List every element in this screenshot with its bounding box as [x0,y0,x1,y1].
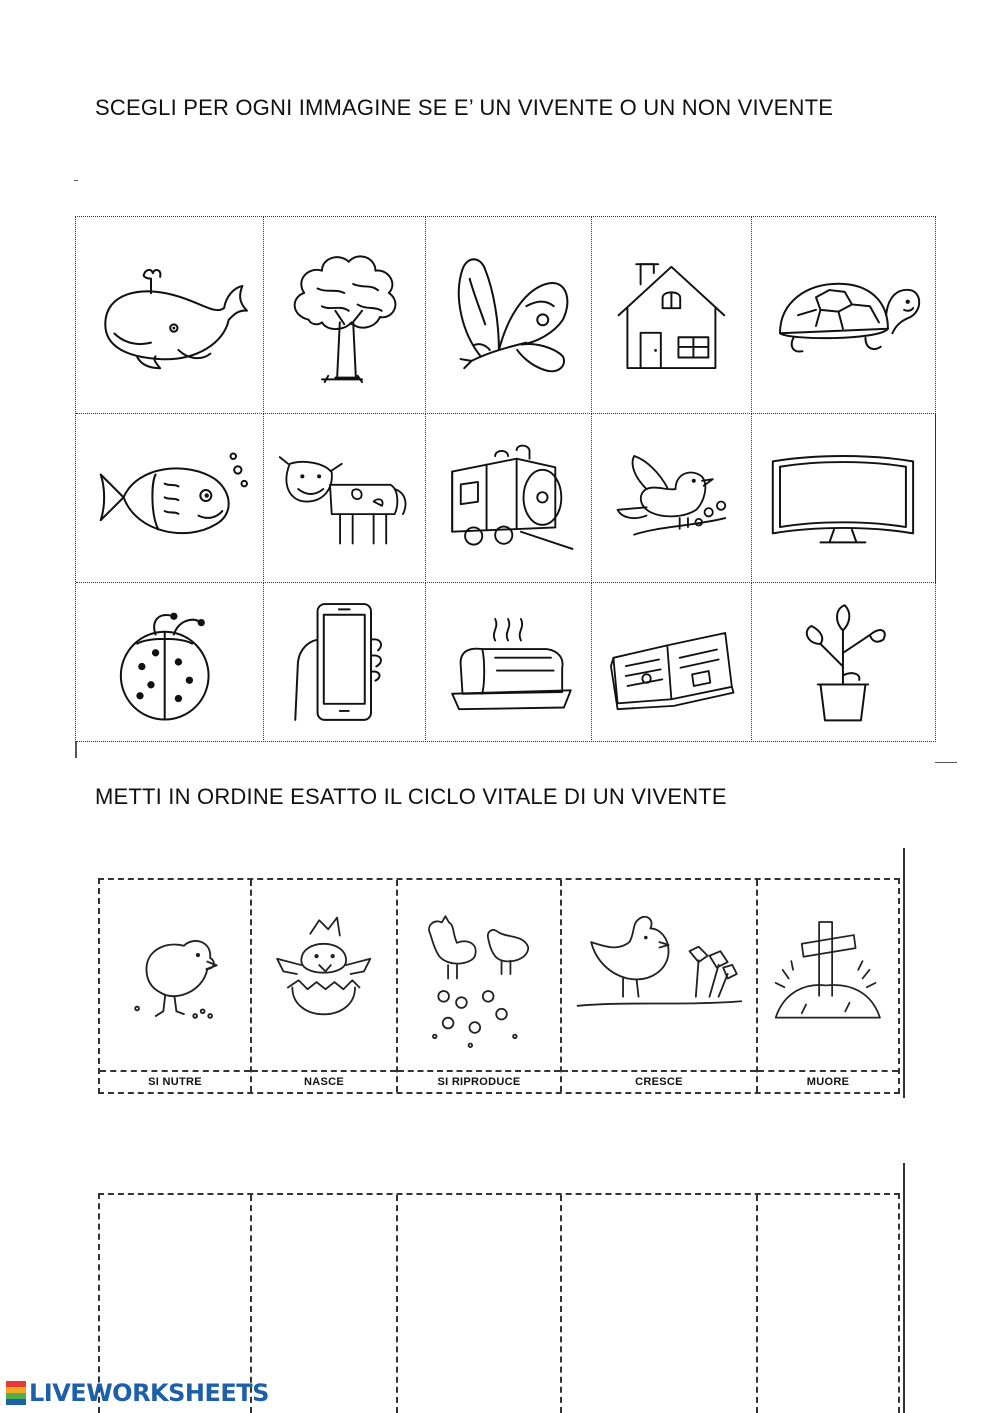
answer-slot-4[interactable] [562,1195,758,1413]
answer-slot-3[interactable] [398,1195,562,1413]
house-icon [601,229,742,401]
answer-slot-2[interactable] [252,1195,398,1413]
chick-hatching-icon [261,893,386,1064]
grid-cell-smartphone[interactable] [263,582,426,742]
grid-cell-whale[interactable] [76,217,264,414]
grid-cell-bread[interactable] [425,582,592,742]
bread-icon [435,592,581,732]
instruction-part1: SCEGLI PER OGNI IMMAGINE SE E’ UN VIVENTE O UN NON VIVENTE [95,95,834,120]
grid-cell-television[interactable] [751,413,936,583]
smartphone-icon [273,592,416,732]
potted-plant-icon [762,592,924,732]
living-nonliving-grid [75,216,936,742]
brand-name: LIVEWORKSHEETS [29,1379,269,1407]
book-icon [601,592,742,732]
card-label: SI RIPRODUCE [398,1070,560,1092]
life-cycle-card[interactable] [252,880,398,1092]
liveworksheets-logo-icon [6,1381,26,1405]
grid-cell-turtle[interactable] [751,217,936,414]
scan-edge-line [903,848,905,1098]
grid-cell-fish[interactable] [76,413,264,583]
ladybug-icon [87,592,252,732]
card-label: SI NUTRE [100,1070,250,1092]
train-icon [435,423,581,572]
scan-mark [75,742,77,758]
grid-cell-plant[interactable] [751,582,936,742]
grid-cell-cow[interactable] [263,413,426,583]
turtle-icon [762,229,924,401]
grave-cross-icon [767,893,889,1064]
butterfly-icon [435,229,581,401]
card-label: MUORE [758,1070,898,1092]
card-label: NASCE [252,1070,396,1092]
grid-cell-house[interactable] [591,217,752,414]
television-icon [762,423,924,572]
scan-edge-line [903,1163,905,1413]
tree-icon [273,229,416,401]
life-cycle-card[interactable] [398,880,562,1092]
grid-cell-butterfly[interactable] [425,217,592,414]
life-cycle-cards [98,878,900,1094]
grid-cell-ladybug[interactable] [76,582,264,742]
answer-slot-5[interactable] [758,1195,898,1413]
chick-eating-icon [109,893,240,1064]
life-cycle-card[interactable] [562,880,758,1092]
grown-hen-icon [573,893,746,1064]
scan-mark [935,762,957,763]
liveworksheets-brand [6,1380,269,1406]
hens-with-chicks-icon [408,893,551,1064]
grid-cell-book[interactable] [591,582,752,742]
instruction-part2: METTI IN ORDINE ESATTO IL CICLO VITALE DI UN VIVENTE [95,784,727,809]
grid-cell-tree[interactable] [263,217,426,414]
fish-icon [87,423,252,572]
grid-cell-bird[interactable] [591,413,752,583]
life-cycle-card[interactable] [758,880,898,1092]
card-label: CRESCE [562,1070,756,1092]
whale-icon [87,229,252,401]
grid-cell-train[interactable] [425,413,592,583]
scan-mark [74,180,78,181]
life-cycle-card[interactable] [100,880,252,1092]
cow-icon [273,423,416,572]
bird-icon [601,423,742,572]
